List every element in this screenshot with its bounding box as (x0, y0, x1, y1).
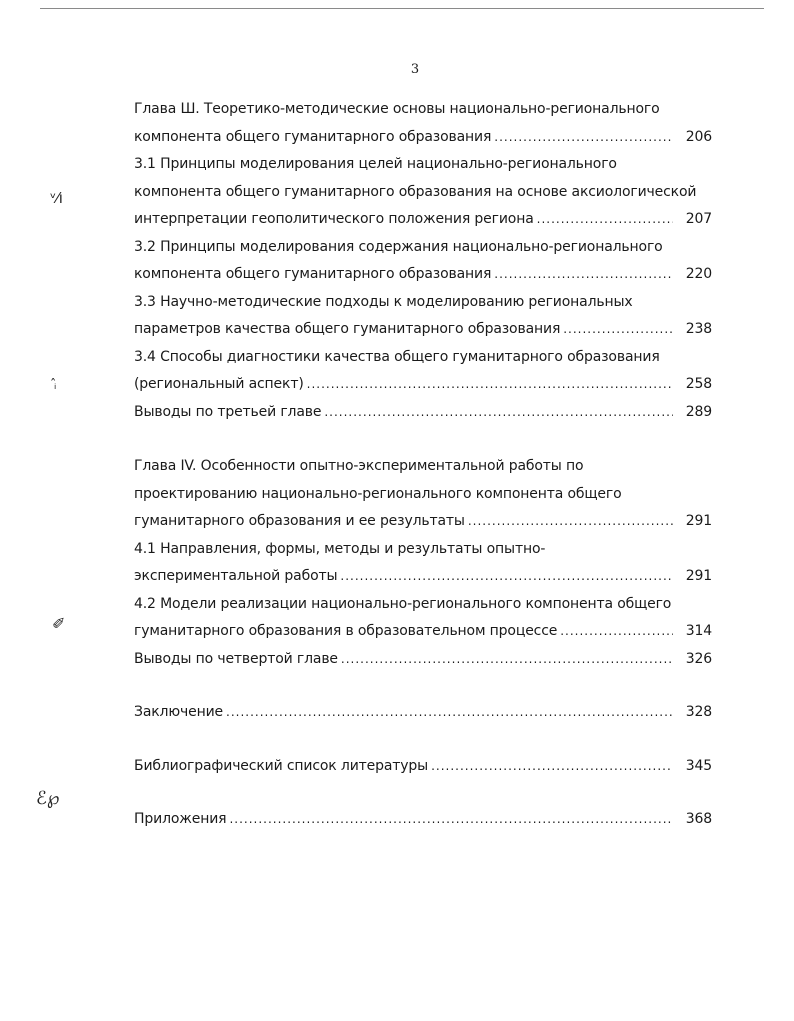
dot-leader (307, 371, 673, 399)
entry-line: проектированию национально-регионального компонента общего (134, 485, 622, 502)
entry-last-line (134, 399, 712, 427)
entry-line: 3.4 Способы диагностики качества общего гуманитарного образования (134, 348, 660, 365)
spacer (134, 426, 712, 453)
toc-entry-3-1 (134, 151, 712, 234)
toc-entry-chapter-4 (134, 453, 712, 536)
entry-title: интерпретации геополитического положения региона (134, 211, 534, 227)
toc-entry-3-4 (134, 344, 712, 399)
page-ref: 258 (685, 376, 712, 392)
dot-leader (563, 316, 673, 344)
entry-line: 4.2 Модели реализации национально-регионального компонента общего (134, 595, 672, 612)
entry-title: гуманитарного образования в образовательном процессе (134, 623, 558, 639)
entry-title: Выводы по третьей главе (134, 403, 322, 420)
entry-title: экспериментальной работы (134, 568, 338, 584)
entry-last-line (134, 124, 712, 152)
entry-title: (региональный аспект) (134, 376, 304, 392)
toc-entry-conclusion (134, 699, 712, 727)
dot-leader (229, 806, 673, 834)
entry-line: 4.1 Направления, формы, методы и результаты опытно- (134, 540, 546, 557)
page-ref: 345 (685, 757, 712, 774)
dot-leader (494, 261, 673, 289)
toc-entry-bibliography (134, 753, 712, 781)
entry-title: компонента общего гуманитарного образования (134, 266, 492, 282)
toc-entry-appendices (134, 806, 712, 834)
page-number: 3 (410, 62, 420, 77)
spacer (134, 780, 712, 806)
dot-leader (468, 508, 673, 536)
entry-title: Выводы по четвертой главе (134, 650, 338, 667)
entry-title: Библиографический список литературы (134, 757, 429, 774)
entry-last-line (134, 371, 712, 399)
page-ref: 289 (685, 403, 712, 420)
page-ref: 326 (685, 650, 712, 667)
dot-leader (340, 563, 673, 591)
entry-last-line (134, 618, 712, 646)
margin-ink-blot-icon: ✐ (52, 614, 66, 633)
margin-ink-mark-icon: ᵢ̂ (54, 378, 57, 393)
margin-signature-icon: ℰ℘ (36, 788, 60, 809)
page-ref: 291 (685, 568, 712, 584)
dot-leader (431, 753, 673, 781)
entry-last-line (134, 646, 712, 674)
dot-leader (537, 206, 673, 234)
toc-entry-4-2 (134, 591, 712, 646)
entry-line: 3.1 Принципы моделирования целей национально-регионального (134, 156, 617, 172)
page-ref: 314 (685, 623, 712, 639)
dot-leader (226, 699, 673, 727)
page-ref: 220 (685, 266, 712, 282)
entry-last-line (134, 261, 712, 289)
toc-entry-conclusions-chapter-4 (134, 646, 712, 674)
entry-last-line (134, 699, 712, 727)
entry-last-line (134, 806, 712, 834)
margin-scribble-icon: ᵛ⁄ı (50, 189, 63, 207)
entry-last-line (134, 508, 712, 536)
page-ref: 328 (685, 704, 712, 720)
toc-entry-3-2 (134, 234, 712, 289)
page-ref: 368 (685, 811, 712, 827)
spacer (134, 673, 712, 699)
toc-entry-4-1 (134, 536, 712, 591)
dot-leader (560, 618, 673, 646)
entry-title: Приложения (134, 811, 227, 827)
entry-title: параметров качества общего гуманитарного образования (134, 321, 561, 337)
toc-entry-3-3 (134, 289, 712, 344)
entry-last-line (134, 753, 712, 781)
entry-title: компонента общего гуманитарного образования (134, 128, 492, 145)
entry-title: гуманитарного образования и ее результаты (134, 513, 465, 529)
dot-leader (341, 646, 673, 674)
entry-title: Заключение (134, 704, 223, 720)
entry-last-line (134, 206, 712, 234)
entry-last-line (134, 316, 712, 344)
spacer (134, 727, 712, 753)
entry-last-line (134, 563, 712, 591)
page-ref: 207 (685, 211, 712, 227)
entry-line: 3.3 Научно-методические подходы к моделированию региональных (134, 293, 633, 310)
table-of-contents (134, 96, 712, 834)
page-ref: 238 (685, 321, 712, 337)
top-rule (40, 8, 764, 9)
entry-line: Глава IV. Особенности опытно-экспериментальной работы по (134, 458, 584, 474)
entry-line: 3.2 Принципы моделирования содержания национально-регионального (134, 238, 663, 255)
page-ref: 291 (685, 513, 712, 529)
toc-entry-chapter-3 (134, 96, 712, 151)
dot-leader (494, 124, 673, 152)
toc-entry-conclusions-chapter-3 (134, 399, 712, 427)
entry-line: компонента общего гуманитарного образования на основе аксиологической (134, 183, 697, 200)
dot-leader (324, 399, 673, 427)
page-ref: 206 (685, 128, 712, 145)
entry-line: Глава Ш. Теоретико-методические основы национально-регионального (134, 101, 660, 117)
